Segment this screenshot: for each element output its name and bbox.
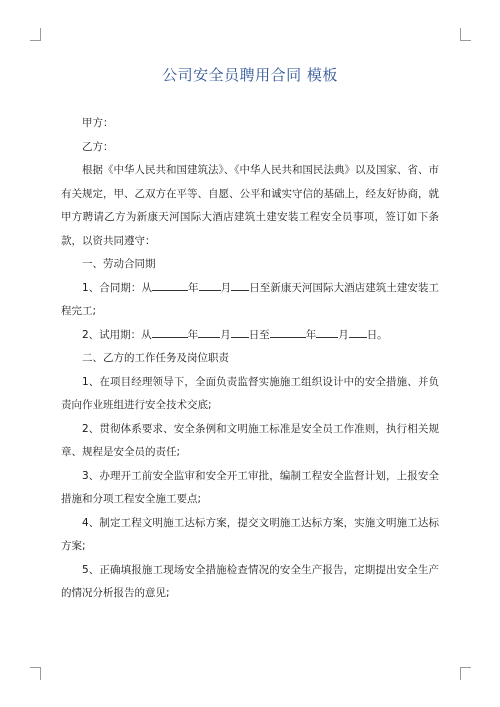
- duty-item: 3、办理开工前安全监审和安全开工审批，编制工程安全监督计划，上报安全措施和分项工程安全施工要点;: [61, 469, 439, 505]
- duty-item: 4、制定工程文明施工达标方案，提交文明施工达标方案，实施文明施工达标方案;: [61, 516, 439, 552]
- year-label: 年: [187, 328, 199, 341]
- section-1-heading: 一、劳动合同期: [82, 258, 156, 270]
- document-title: 公司安全员聘用合同 模板: [162, 66, 338, 84]
- section-2-heading: 二、乙方的工作任务及岗位职责: [82, 352, 229, 364]
- crop-mark-top-left: [30, 28, 41, 41]
- month-label: 月: [220, 281, 232, 294]
- duty-item: 5、正确填报施工现场安全措施检查情况的安全生产报告，定期提出安全生产的情况分析报告的意见;: [61, 563, 439, 599]
- blank-month: [199, 279, 221, 291]
- document-body: [61, 112, 439, 606]
- month-label: 月: [338, 328, 349, 341]
- intro-paragraph: 根据《中华人民共和国建筑法》、《中华人民共和国民法典》以及国家、省、市有关规定，甲、乙双方在平等、自愿、公平和诚实守信的基础上，经友好协商，就甲方聘请乙方为新康天河国际大酒店建筑土建安装工程安全员事项，签订如下条款，以资共同遵守：: [61, 164, 439, 247]
- contract-period-suffix: 日至新康天河国际大酒店建筑土建安装工程完工;: [61, 281, 440, 317]
- blank-day: [231, 279, 249, 291]
- blank-year: [152, 279, 188, 291]
- blank-month: [198, 326, 220, 338]
- blank-day: [231, 326, 249, 338]
- blank-month: [316, 326, 338, 338]
- blank-year: [270, 326, 306, 338]
- day-end-label: 日。: [366, 328, 388, 341]
- probation-period-item: [61, 324, 439, 348]
- blank-year: [152, 326, 188, 338]
- day-to-label: 日至: [248, 328, 270, 341]
- year-label: 年: [188, 281, 199, 294]
- party-a-line: 甲方：: [82, 117, 114, 129]
- party-b-line: 乙方：: [82, 140, 114, 153]
- crop-mark-bottom-left: [30, 667, 41, 680]
- year-label: 年: [305, 328, 317, 341]
- duty-item: 1、在项目经理领导下，全面负责监督实施施工组织设计中的安全措施、并负责向作业班组进行安全技术交底;: [61, 375, 439, 411]
- crop-mark-top-right: [460, 28, 471, 41]
- crop-mark-bottom-right: [460, 667, 471, 680]
- probation-prefix: 2、试用期：从: [82, 328, 152, 341]
- contract-period-item: [61, 277, 439, 324]
- duty-item: 2、贯彻体系要求、安全条例和文明施工标准是安全员工作准则，执行相关规章、规程是安全员的责任;: [61, 422, 439, 458]
- month-label: 月: [220, 328, 231, 341]
- blank-day: [349, 326, 367, 338]
- contract-period-prefix: 1、合同期：从: [82, 281, 152, 294]
